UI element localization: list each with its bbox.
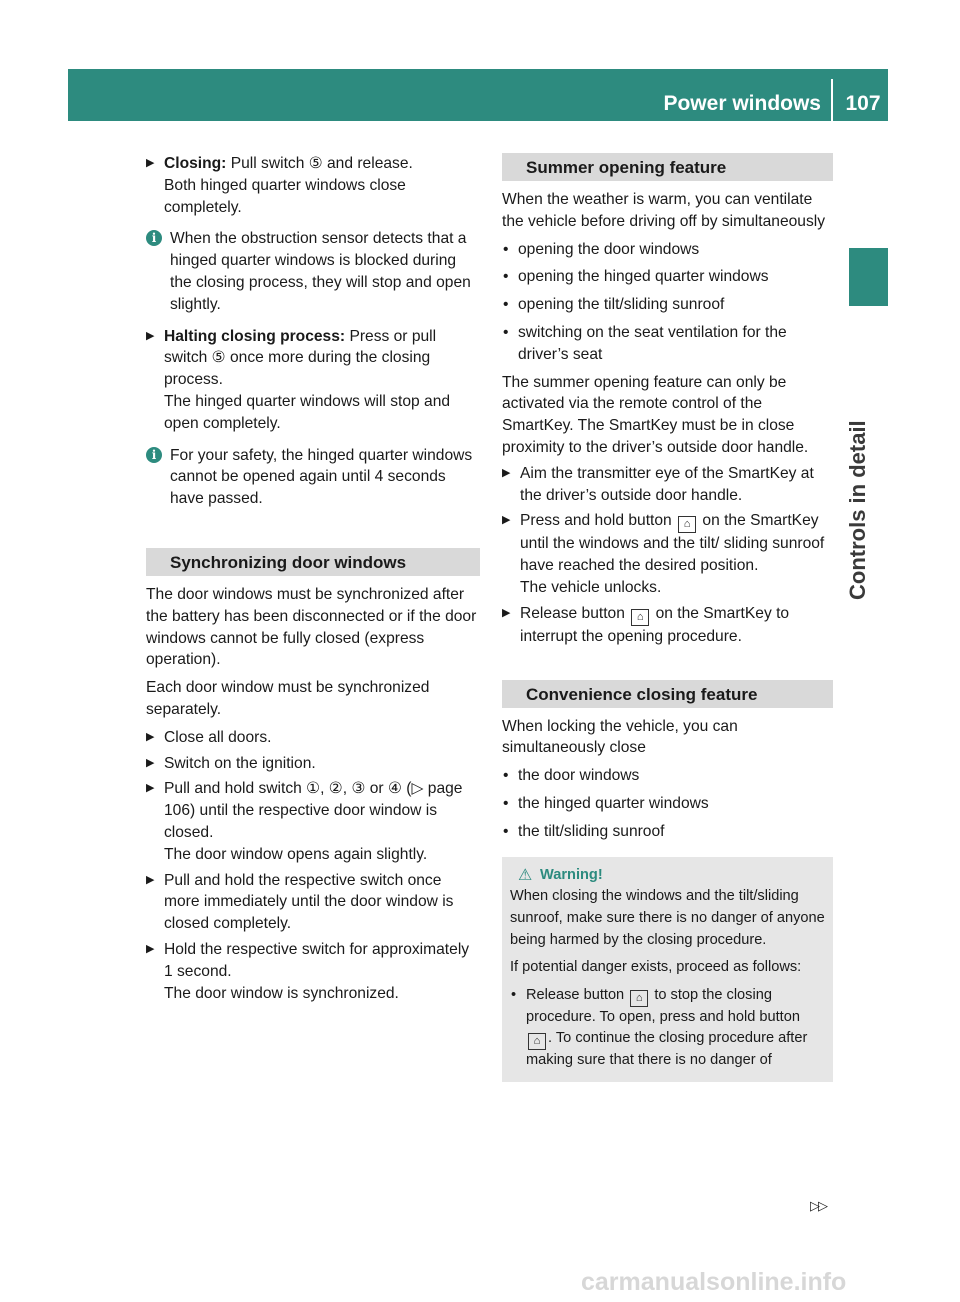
- step: [502, 603, 833, 648]
- warning-icon: ⚠: [518, 866, 533, 884]
- step-text: Pull and hold the respective switch once more immediately until the door window is closed completely.: [164, 871, 454, 933]
- unlock-icon: ⌂: [631, 609, 649, 626]
- step-arrow-icon: ▶: [146, 782, 155, 795]
- info-icon: i: [146, 447, 162, 463]
- paragraph: The door windows must be synchronized after the battery has been disconnected or if the door windows cannot be fully closed (express operation).: [146, 585, 477, 669]
- step-text: Press or pull switch ⑤ once more during the closing process.: [164, 327, 437, 389]
- warning-title-text: Warning!: [540, 866, 603, 883]
- step-text: on the SmartKey until the windows and the tilt/ sliding sunroof have reached the desired position.: [520, 512, 825, 575]
- step-result: Both hinged quarter windows close completely.: [164, 176, 406, 216]
- header-divider: [831, 79, 833, 121]
- step-result: The door window is synchronized.: [164, 984, 399, 1002]
- section-heading: Convenience closing feature: [502, 680, 833, 708]
- step-result: The hinged quarter windows will stop and open completely.: [164, 392, 451, 432]
- list-item-text: the hinged quarter windows: [518, 794, 709, 812]
- step-result: The door window opens again slightly.: [164, 845, 428, 863]
- list-item: [502, 765, 833, 787]
- step-text: Switch on the ignition.: [164, 754, 316, 772]
- step-arrow-icon: ▶: [502, 606, 511, 619]
- info-note: [146, 228, 480, 315]
- list-item: [502, 322, 833, 366]
- paragraph: The summer opening feature can only be activated via the remote control of the SmartKey. The SmartKey must be in close proximity to the driver’s outside door handle.: [502, 373, 809, 456]
- bullet-list: [502, 765, 833, 842]
- step-arrow-icon: ▶: [502, 466, 511, 479]
- list-item: [502, 294, 833, 316]
- bullet-icon: •: [503, 296, 509, 314]
- step-arrow-icon: ▶: [146, 756, 155, 769]
- step-result: The vehicle unlocks.: [520, 578, 662, 596]
- info-text: When the obstruction sensor detects that a hinged quarter windows is blocked during the closing process, they will stop and open slightly.: [170, 230, 471, 313]
- left-column: [146, 153, 480, 1008]
- step: [502, 510, 833, 598]
- watermark: carmanualsonline.info: [581, 1268, 847, 1296]
- step: [146, 870, 480, 935]
- step-text: Hold the respective switch for approximately 1 second.: [164, 940, 470, 980]
- warning-text: . To continue the closing procedure after making sure that there is no danger of: [526, 1030, 808, 1069]
- bullet-icon: •: [503, 767, 509, 785]
- paragraph: Each door window must be synchronized separately.: [146, 679, 430, 718]
- step: [146, 939, 480, 1004]
- list-item-text: switching on the seat ventilation for the driver’s seat: [518, 323, 787, 363]
- step-closing: [146, 153, 480, 218]
- bullet-icon: •: [511, 986, 517, 1003]
- list-item: [502, 239, 833, 261]
- bullet-icon: •: [503, 268, 509, 286]
- step: [146, 778, 480, 865]
- page-title: Power windows: [663, 92, 821, 115]
- warning-title: [510, 865, 825, 887]
- step-arrow-icon: ▶: [146, 942, 155, 955]
- list-item-text: the tilt/sliding sunroof: [518, 822, 665, 840]
- paragraph: When the weather is warm, you can ventilate the vehicle before driving off by simultaneously: [502, 191, 826, 230]
- step-text: Pull and hold switch ①, ②, ③ or ④ (▷ page 106) until the respective door window is closed.: [164, 780, 463, 841]
- step-label: Closing:: [164, 155, 227, 172]
- list-item: [502, 793, 833, 815]
- step-text: on the SmartKey to interrupt the opening procedure.: [520, 604, 790, 645]
- bullet-icon: •: [503, 323, 509, 341]
- warning-text: When closing the windows and the tilt/sliding sunroof, make sure there is no danger of anyone being harmed by the closing procedure.: [510, 888, 825, 948]
- right-column: [502, 153, 833, 1082]
- warning-box: [502, 857, 833, 1083]
- paragraph: When locking the vehicle, you can simultaneously close: [502, 717, 738, 757]
- step-text: Press and hold button: [520, 512, 672, 530]
- list-item-text: opening the hinged quarter windows: [518, 268, 769, 286]
- step-arrow-icon: ▶: [502, 514, 511, 527]
- step-arrow-icon: ▶: [146, 873, 155, 886]
- lock-icon: ⌂: [630, 990, 648, 1007]
- continued-icon: ▷▷: [810, 1198, 826, 1213]
- unlock-icon: ⌂: [678, 516, 696, 533]
- step-arrow-icon: ▶: [146, 157, 155, 169]
- bullet-icon: •: [503, 794, 509, 812]
- bullet-list: [502, 239, 833, 366]
- step: [502, 463, 833, 507]
- list-item: [502, 266, 833, 288]
- warning-text: Release button: [526, 986, 625, 1003]
- section-heading: Synchronizing door windows: [146, 548, 480, 576]
- list-item-text: the door windows: [518, 767, 640, 785]
- warning-text: If potential danger exists, proceed as follows:: [510, 958, 802, 975]
- section-heading: Summer opening feature: [502, 153, 833, 181]
- step-text: Aim the transmitter eye of the SmartKey at the driver’s outside door handle.: [520, 464, 814, 504]
- bullet-icon: •: [503, 240, 509, 258]
- list-item-text: opening the door windows: [518, 240, 700, 258]
- step: [146, 753, 480, 775]
- step-text: Close all doors.: [164, 728, 272, 746]
- step-label: Halting closing process:: [164, 327, 346, 345]
- section-tab: [849, 248, 888, 306]
- section-label: Controls in detail: [845, 420, 870, 600]
- page-number: 107: [845, 92, 881, 115]
- step-arrow-icon: ▶: [146, 730, 155, 743]
- info-note: [146, 445, 480, 510]
- step: [146, 727, 480, 749]
- bullet-icon: •: [503, 822, 509, 840]
- warning-text: to stop the closing procedure. To open, press and hold button: [526, 986, 800, 1025]
- header-bar: [68, 69, 888, 121]
- list-item: [510, 985, 825, 1073]
- step-arrow-icon: ▶: [146, 329, 155, 342]
- list-item-text: opening the tilt/sliding sunroof: [518, 296, 725, 314]
- unlock-icon: ⌂: [528, 1033, 546, 1050]
- step-text: Release button: [520, 604, 625, 622]
- step-text: Pull switch ⑤ and release.: [226, 155, 413, 172]
- info-text: For your safety, the hinged quarter windows cannot be opened again until 4 seconds have passed.: [170, 446, 473, 508]
- step-halting: [146, 326, 480, 435]
- list-item: [502, 821, 833, 843]
- info-icon: i: [146, 230, 162, 246]
